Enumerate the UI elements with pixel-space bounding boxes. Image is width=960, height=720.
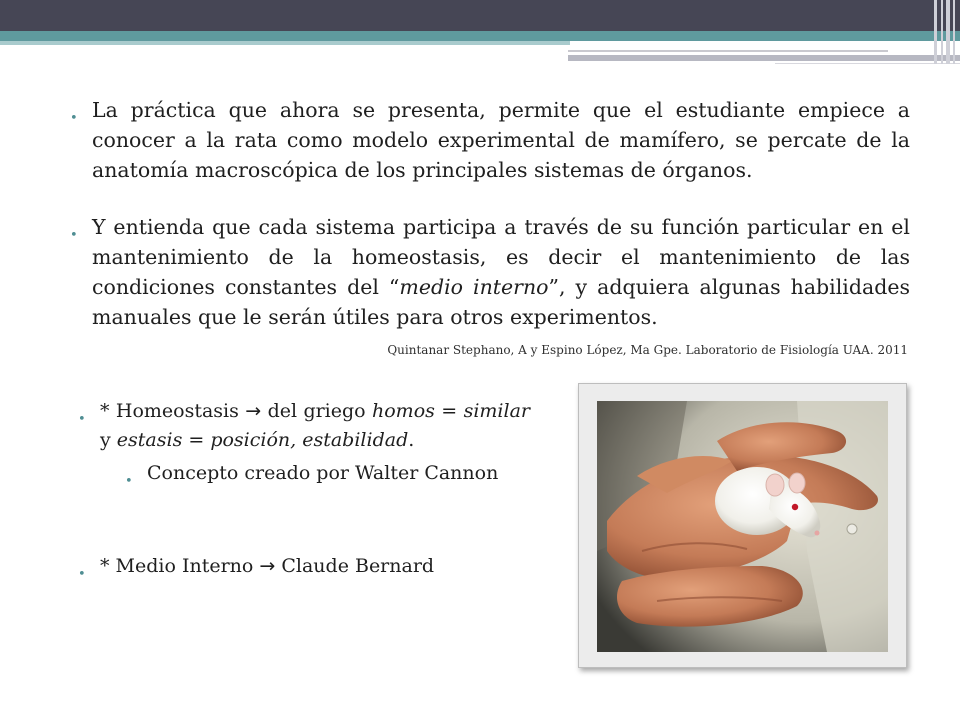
header-vertical-line xyxy=(941,0,943,64)
text-part: del griego xyxy=(261,400,372,422)
text-part: = xyxy=(434,400,464,422)
text-part: Claude Bernard xyxy=(275,555,435,577)
header-thin-line-lower xyxy=(775,63,960,64)
bullet-marker: • xyxy=(78,567,86,582)
rat-in-hands-illustration xyxy=(597,401,888,652)
paragraph-intro xyxy=(70,95,910,185)
arrow-right-icon: → xyxy=(245,400,262,422)
rat-photo xyxy=(597,401,888,652)
citation: Quintanar Stephano, A y Espino López, Ma Gpe. Laboratorio de Fisiología UAA. 2011 xyxy=(387,343,908,357)
bullet-marker: • xyxy=(78,412,86,427)
header-vertical-line xyxy=(934,0,937,64)
term-similar: similar xyxy=(463,400,530,422)
bullet-marker: • xyxy=(70,228,78,243)
photo-frame xyxy=(578,383,907,668)
bullet-marker: • xyxy=(125,474,133,489)
text-part: y xyxy=(100,429,117,451)
bullet-homeostasis-text xyxy=(100,397,530,455)
text-part: * Homeostasis xyxy=(100,400,246,422)
header-dark-band xyxy=(0,0,960,31)
subbullet-concepto xyxy=(125,459,530,488)
header-teal-band xyxy=(0,31,960,41)
term-posicion: posición, estabilidad xyxy=(210,429,409,451)
bullet-medio-interno-text xyxy=(100,552,530,581)
paragraph-text-part: Y entienda que cada sistema participa a través de su función particular en el mantenimiento de la homeostasis, es decir el mantenimiento de las condiciones constantes del “ xyxy=(92,215,910,299)
arrow-right-icon: → xyxy=(259,555,276,577)
term-estasis: estasis xyxy=(116,429,183,451)
term-homos: homos xyxy=(372,400,435,422)
bullet-medio-interno xyxy=(78,552,530,581)
text-part: . xyxy=(408,429,415,451)
header-gray-band xyxy=(568,55,960,61)
medio-interno-emphasis: medio interno xyxy=(399,275,549,299)
header-thin-line xyxy=(568,50,888,52)
header-vertical-line xyxy=(946,0,950,64)
paragraph-intro-text: La práctica que ahora se presenta, permite que el estudiante empiece a conocer a la rata como modelo experimental de mamífero, se percate de la anatomía macroscópica de los principales sistemas de órganos. xyxy=(92,98,910,182)
paragraph-text-part: ”, y adquiera algunas habilidades manuales que le serán útiles para otros experimentos. xyxy=(92,275,910,329)
bullet-marker: • xyxy=(70,111,78,126)
text-part: = xyxy=(182,429,211,451)
paragraph-homeostasis-text xyxy=(92,212,910,332)
text-part: * Medio Interno xyxy=(100,555,260,577)
paragraph-homeostasis xyxy=(70,212,910,332)
subbullet-concepto-text: Concepto creado por Walter Cannon xyxy=(147,462,499,484)
header-vertical-line xyxy=(953,0,955,64)
header-light-teal-band xyxy=(0,41,570,45)
bullet-homeostasis xyxy=(78,397,530,455)
